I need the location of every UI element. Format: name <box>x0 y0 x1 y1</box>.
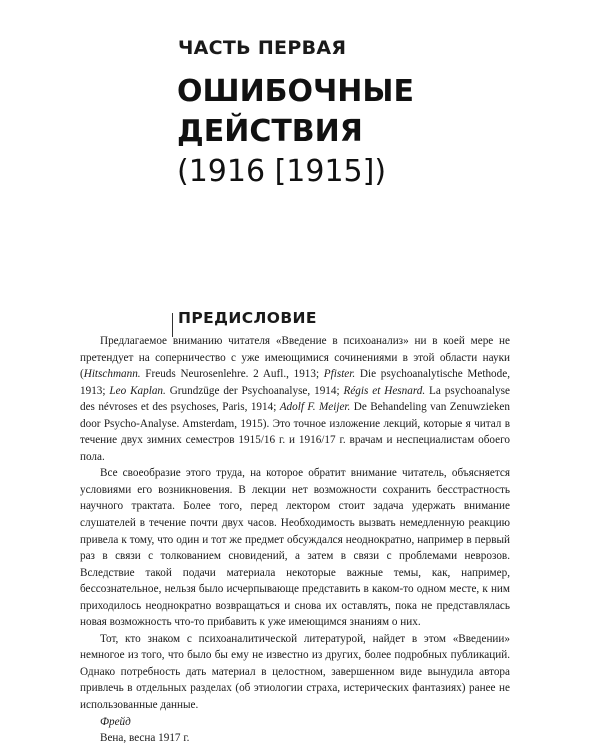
chapter-title <box>177 72 414 192</box>
citation-author: Pfister. <box>323 368 356 381</box>
citation-author: Régis et Hesnard. <box>343 384 426 397</box>
chapter-title-dates: (1916 [1915]) <box>177 154 387 189</box>
signature-place-date: Вена, весна 1917 г. <box>100 732 190 745</box>
p1-text-a: Предлагаемое вниманию читателя «Введение в психоанализ» ни в коей мере не претендует на соперничество с уже имеющимися сочинениями в этой области науки ( <box>80 335 510 381</box>
citation-author: Adolf F. Meijer. <box>279 401 351 414</box>
paragraph-1 <box>80 333 510 465</box>
citation-author: Hitschmann. <box>83 368 141 381</box>
section-heading: ПРЕДИСЛОВИЕ <box>178 309 317 327</box>
citation-text: La psychoanalyse des névroses et des psychoses, Paris, 1914; <box>80 384 511 414</box>
citation-text: Freuds Neurosenlehre. 2 Aufl., 1913; <box>140 368 324 381</box>
chapter-title-line-1: ОШИБОЧНЫЕ <box>177 74 414 109</box>
chapter-title-line-2: ДЕЙСТВИЯ <box>177 114 363 149</box>
citation-author: Leo Kaplan. <box>109 384 166 397</box>
citation-text: Grundzüge der Psychoanalyse, 1914; <box>165 384 344 397</box>
part-label: ЧАСТЬ ПЕРВАЯ <box>178 37 347 59</box>
signature-author: Фрейд <box>100 715 131 728</box>
paragraph-3: Тот, кто знаком с психоаналитической литературой, найдет в этом «Введении» немногое из того, что было бы ему не известно из других, более подробных публикаций. Однако потребность дать материал в целостном, завершенном виде вынудила автора привлечь в отдельных разделах (об этиологии страха, истерических фантазиях) ранее не использованные данные. <box>80 632 510 712</box>
body-text <box>80 333 510 747</box>
paragraph-2: Все своеобразие этого труда, на которое обратит внимание читатель, объясняется условиями его возникновения. В лекции нет возможности сохранить бесстрастность научного трактата. Более того, перед лектором стоит задача удержать внимание слушателей в течение почти двух часов. Необходимость вызвать немедленную реакцию привела к тому, что один и тот же предмет обсуждался неоднократно, например в первый раз в связи с толкованием сновидений, а затем в связи с проблемами неврозов. Вследствие такой подачи материала некоторые важные темы, как, например, бессознательное, нельзя было исчерпывающе представить в каком-то одном месте, к ним приходилось неоднократно возвращаться и снова их оставлять, пока не представлялась новая возможность что-то прибавить к уже имеющимся знаниям о них. <box>80 467 510 629</box>
citation-text: Die psychoanalytische Methode, 1913; <box>80 368 510 397</box>
citation-text: De Behandeling van Zenuwzieken door Psycho-Analyse. Amsterdam, 1915). Это точное изложение лекций, которые я читал в течение двух зимних семестров 1915/16 г. и 1916/17 г. врачам и неспециалистам обоего пола. <box>80 401 510 463</box>
